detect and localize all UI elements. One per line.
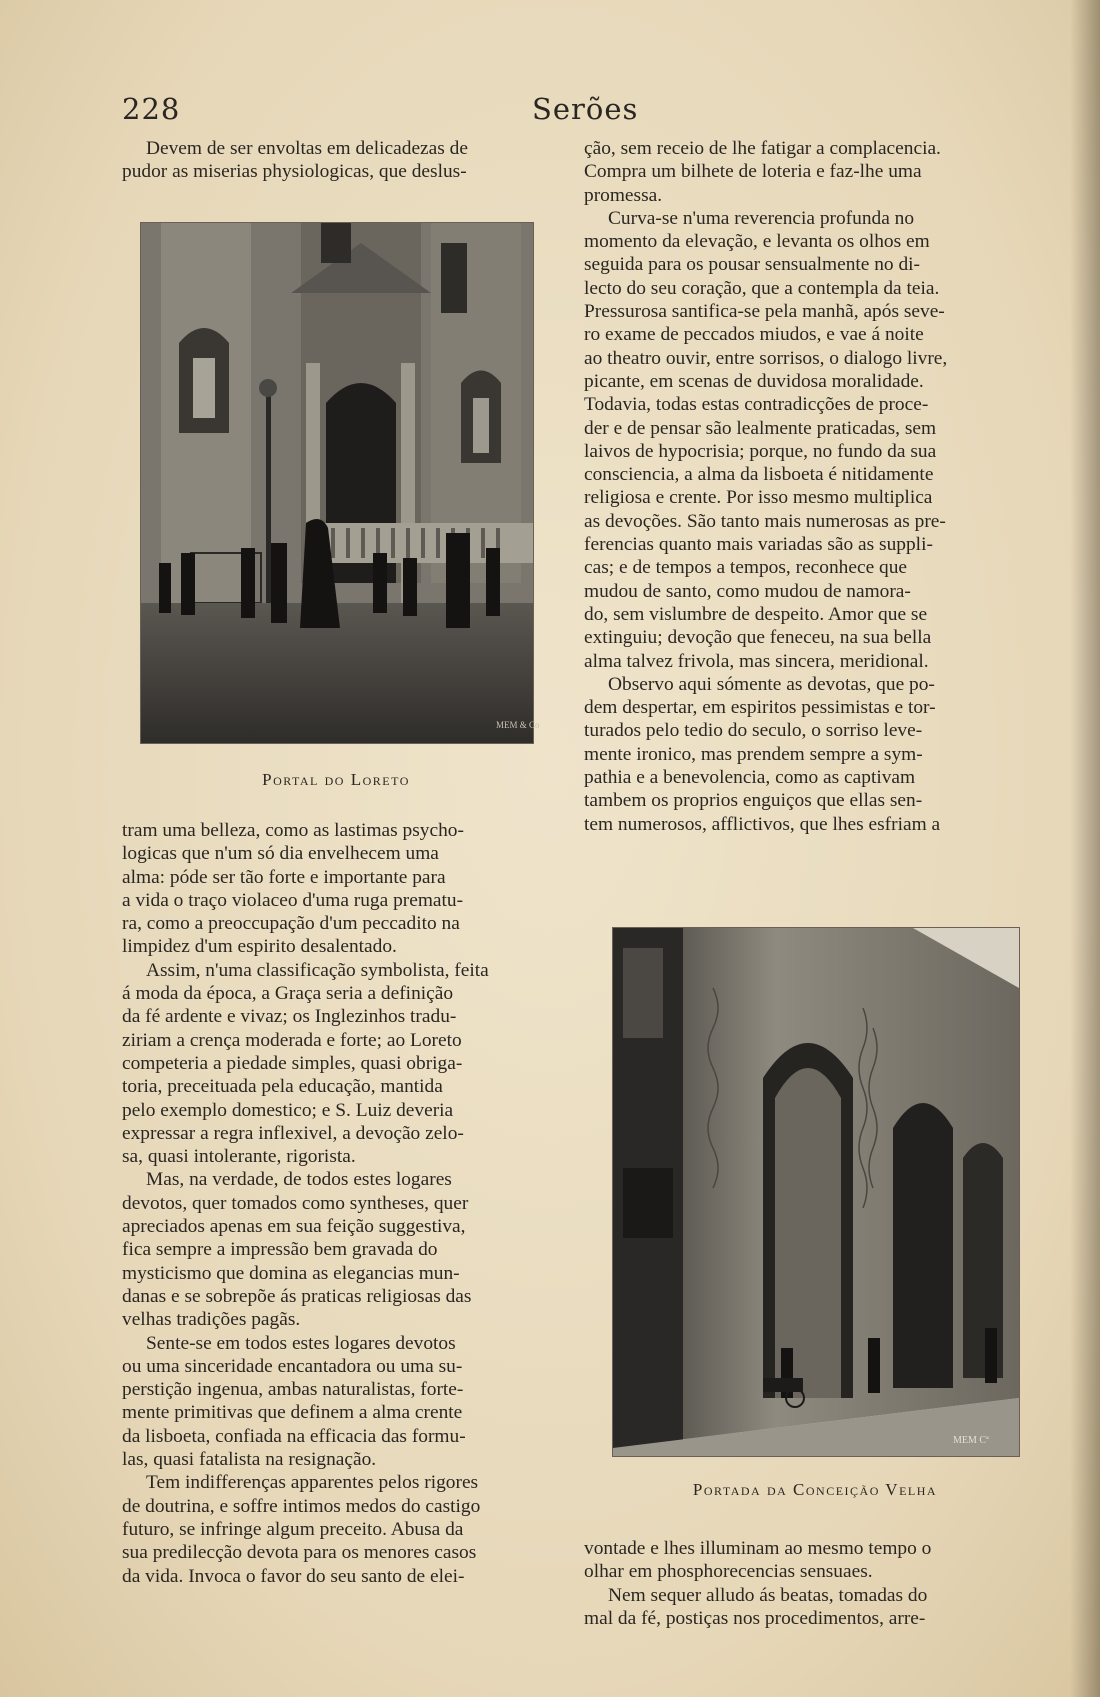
text-line: expressar a regra inflexivel, a devoção zelo- bbox=[122, 1122, 464, 1144]
text-line: laivos de hypocrisia; porque, no fundo da sua bbox=[584, 440, 937, 462]
text-line: consciencia, a alma da lisboeta é nitidamente bbox=[584, 464, 934, 486]
engraver-mark: MEM Cª bbox=[953, 1435, 989, 1446]
engraver-mark: MEM & Co bbox=[496, 720, 540, 730]
text-line: do, sem vislumbre de despeito. Amor que se bbox=[584, 603, 928, 625]
text-line: lecto do seu coração, que a contempla da teia. bbox=[584, 277, 940, 299]
right-column-bottom-text bbox=[584, 1537, 1052, 1630]
text-line: danas e se sobrepõe ás praticas religiosas das bbox=[122, 1285, 472, 1307]
text-line: vontade e lhes illuminam ao mesmo tempo o bbox=[584, 1538, 932, 1559]
text-line: a vida o traço violaceo d'uma ruga prematu- bbox=[122, 889, 464, 911]
text-line: sa, quasi intolerante, rigorista. bbox=[122, 1146, 356, 1168]
figure-caption-loreto: Portal do Loreto bbox=[262, 770, 410, 789]
text-line: las, quasi fatalista na resignação. bbox=[122, 1449, 377, 1471]
text-line: Todavia, todas estas contradicções de proce- bbox=[584, 394, 929, 416]
text-line: alma: póde ser tão forte e importante para bbox=[122, 866, 446, 888]
text-line: pudor as miserias physiologicas, que deslus- bbox=[122, 161, 467, 183]
text-line: alma talvez frivola, mas sincera, meridional. bbox=[584, 650, 929, 672]
text-line: Compra um bilhete de loteria e faz-lhe uma bbox=[584, 161, 922, 183]
text-line: ra, como a preoccupação d'um peccadito na bbox=[122, 913, 460, 935]
text-line: da lisboeta, confiada na efficacia das formu- bbox=[122, 1425, 466, 1447]
text-line: mal da fé, postiças nos procedimentos, arre- bbox=[584, 1607, 926, 1629]
text-line: Sente-se em todos estes logares devotos bbox=[146, 1332, 456, 1354]
text-line: Curva-se n'uma reverencia profunda no bbox=[608, 207, 915, 229]
text-line: dem despertar, em espiritos pessimistas e tor- bbox=[584, 697, 936, 719]
text-line: tem numerosos, afflictivos, que lhes esfriam a bbox=[584, 813, 941, 835]
text-line: da fé ardente e vivaz; os Inglezinhos tradu- bbox=[122, 1006, 457, 1028]
text-line: toria, preceituada pela educação, mantida bbox=[122, 1076, 443, 1098]
photo-conceicao-velha-facade bbox=[613, 928, 1019, 1456]
text-line: devotos, quer tomados como syntheses, quer bbox=[122, 1192, 469, 1214]
text-line: perstição ingenua, ambas naturalistas, forte- bbox=[122, 1379, 464, 1401]
text-line: tambem os proprios enguiços que ellas sen- bbox=[584, 790, 923, 812]
text-line: fica sempre a impressão bem gravada do bbox=[122, 1239, 438, 1261]
text-line: da vida. Invoca o favor do seu santo de elei- bbox=[122, 1565, 465, 1587]
text-line: turados pelo tedio do seculo, o sorriso leve- bbox=[584, 720, 923, 742]
text-line: limpidez d'um espirito desalentado. bbox=[122, 936, 397, 958]
page-number: 228 bbox=[122, 92, 181, 126]
text-line: pathia e a benevolencia, como as captivam bbox=[584, 767, 916, 789]
text-line: Tem indifferenças apparentes pelos rigores bbox=[146, 1472, 479, 1494]
text-line: logicas que n'um só dia envelhecem uma bbox=[122, 843, 439, 865]
text-line: competeria a piedade simples, quasi obriga- bbox=[122, 1052, 463, 1074]
text-line: Devem de ser envoltas em delicadezas de bbox=[146, 138, 468, 159]
text-line: olhar em phosphorecencias sensuaes. bbox=[584, 1561, 873, 1583]
running-header bbox=[122, 92, 652, 132]
text-line: ou uma sinceridade encantadora ou uma su- bbox=[122, 1355, 463, 1377]
right-column-top-text bbox=[584, 137, 1052, 836]
running-title: Serões bbox=[532, 92, 639, 126]
text-line: cas; e de tempos a tempos, reconhece que bbox=[584, 557, 908, 579]
text-line: futuro, se infringe algum preceito. Abusa da bbox=[122, 1518, 464, 1540]
text-line: tram uma belleza, como as lastimas psycho- bbox=[122, 820, 464, 841]
figure-caption-conceicao-velha: Portada da Conceição Velha bbox=[692, 1480, 938, 1499]
text-line: Pressurosa santifica-se pela manhã, após seve- bbox=[584, 301, 945, 323]
text-line: ferencias quanto mais variadas são as suppli- bbox=[584, 534, 933, 556]
text-line: sua predilecção devota para os menores casos bbox=[122, 1542, 477, 1564]
text-line: Mas, na verdade, de todos estes logares bbox=[146, 1169, 452, 1191]
text-line: Nem sequer alludo ás beatas, tomadas do bbox=[608, 1584, 928, 1606]
text-line: picante, em scenas de duvidosa moralidade. bbox=[584, 370, 924, 392]
text-line: mudou de santo, como mudou de namora- bbox=[584, 580, 911, 602]
text-line: ao theatro ouvir, entre sorrisos, o dialogo livre, bbox=[584, 347, 948, 369]
text-line: religiosa e crente. Por isso mesmo multiplica bbox=[584, 487, 933, 509]
text-line: apreciados apenas em sua feição suggestiva, bbox=[122, 1216, 466, 1238]
text-line: ção, sem receio de lhe fatigar a complacencia. bbox=[584, 138, 941, 159]
text-line: promessa. bbox=[584, 184, 663, 206]
text-line: seguida para os pousar sensualmente no di- bbox=[584, 254, 921, 276]
text-line: Observo aqui sómente as devotas, que po- bbox=[608, 673, 935, 695]
text-line: der e de pensar são lealmente praticadas, sem bbox=[584, 417, 937, 439]
left-column-top-text bbox=[122, 137, 566, 184]
figure-portal-do-loreto bbox=[140, 222, 540, 744]
text-line: mysticismo que domina as elegancias mun- bbox=[122, 1262, 460, 1284]
text-line: mente ironico, mas prendem sempre a sym- bbox=[584, 743, 923, 765]
text-line: as devoções. São tanto mais numerosas as pre- bbox=[584, 510, 946, 532]
text-line: ro exame de peccados miudos, e vae á noite bbox=[584, 324, 924, 346]
text-line: mente primitivas que definem a alma crente bbox=[122, 1402, 463, 1424]
text-line: pelo exemplo domestico; e S. Luiz deveria bbox=[122, 1099, 454, 1121]
text-line: ziriam a crença moderada e forte; ao Loreto bbox=[122, 1029, 462, 1051]
text-line: de doutrina, e soffre intimos medos do castigo bbox=[122, 1495, 481, 1517]
binding-shadow bbox=[1070, 0, 1100, 1697]
text-line: Assim, n'uma classificação symbolista, feita bbox=[146, 959, 489, 981]
text-line: velhas tradições pagãs. bbox=[122, 1309, 301, 1331]
photo-loreto-facade bbox=[141, 223, 540, 743]
text-line: extinguiu; devoção que feneceu, na sua bella bbox=[584, 627, 932, 649]
text-line: momento da elevação, e levanta os olhos em bbox=[584, 231, 930, 253]
left-column-bottom-text bbox=[122, 819, 566, 1588]
figure-portada-conceicao-velha bbox=[612, 927, 1020, 1457]
text-line: á moda da época, a Graça seria a definição bbox=[122, 983, 454, 1005]
